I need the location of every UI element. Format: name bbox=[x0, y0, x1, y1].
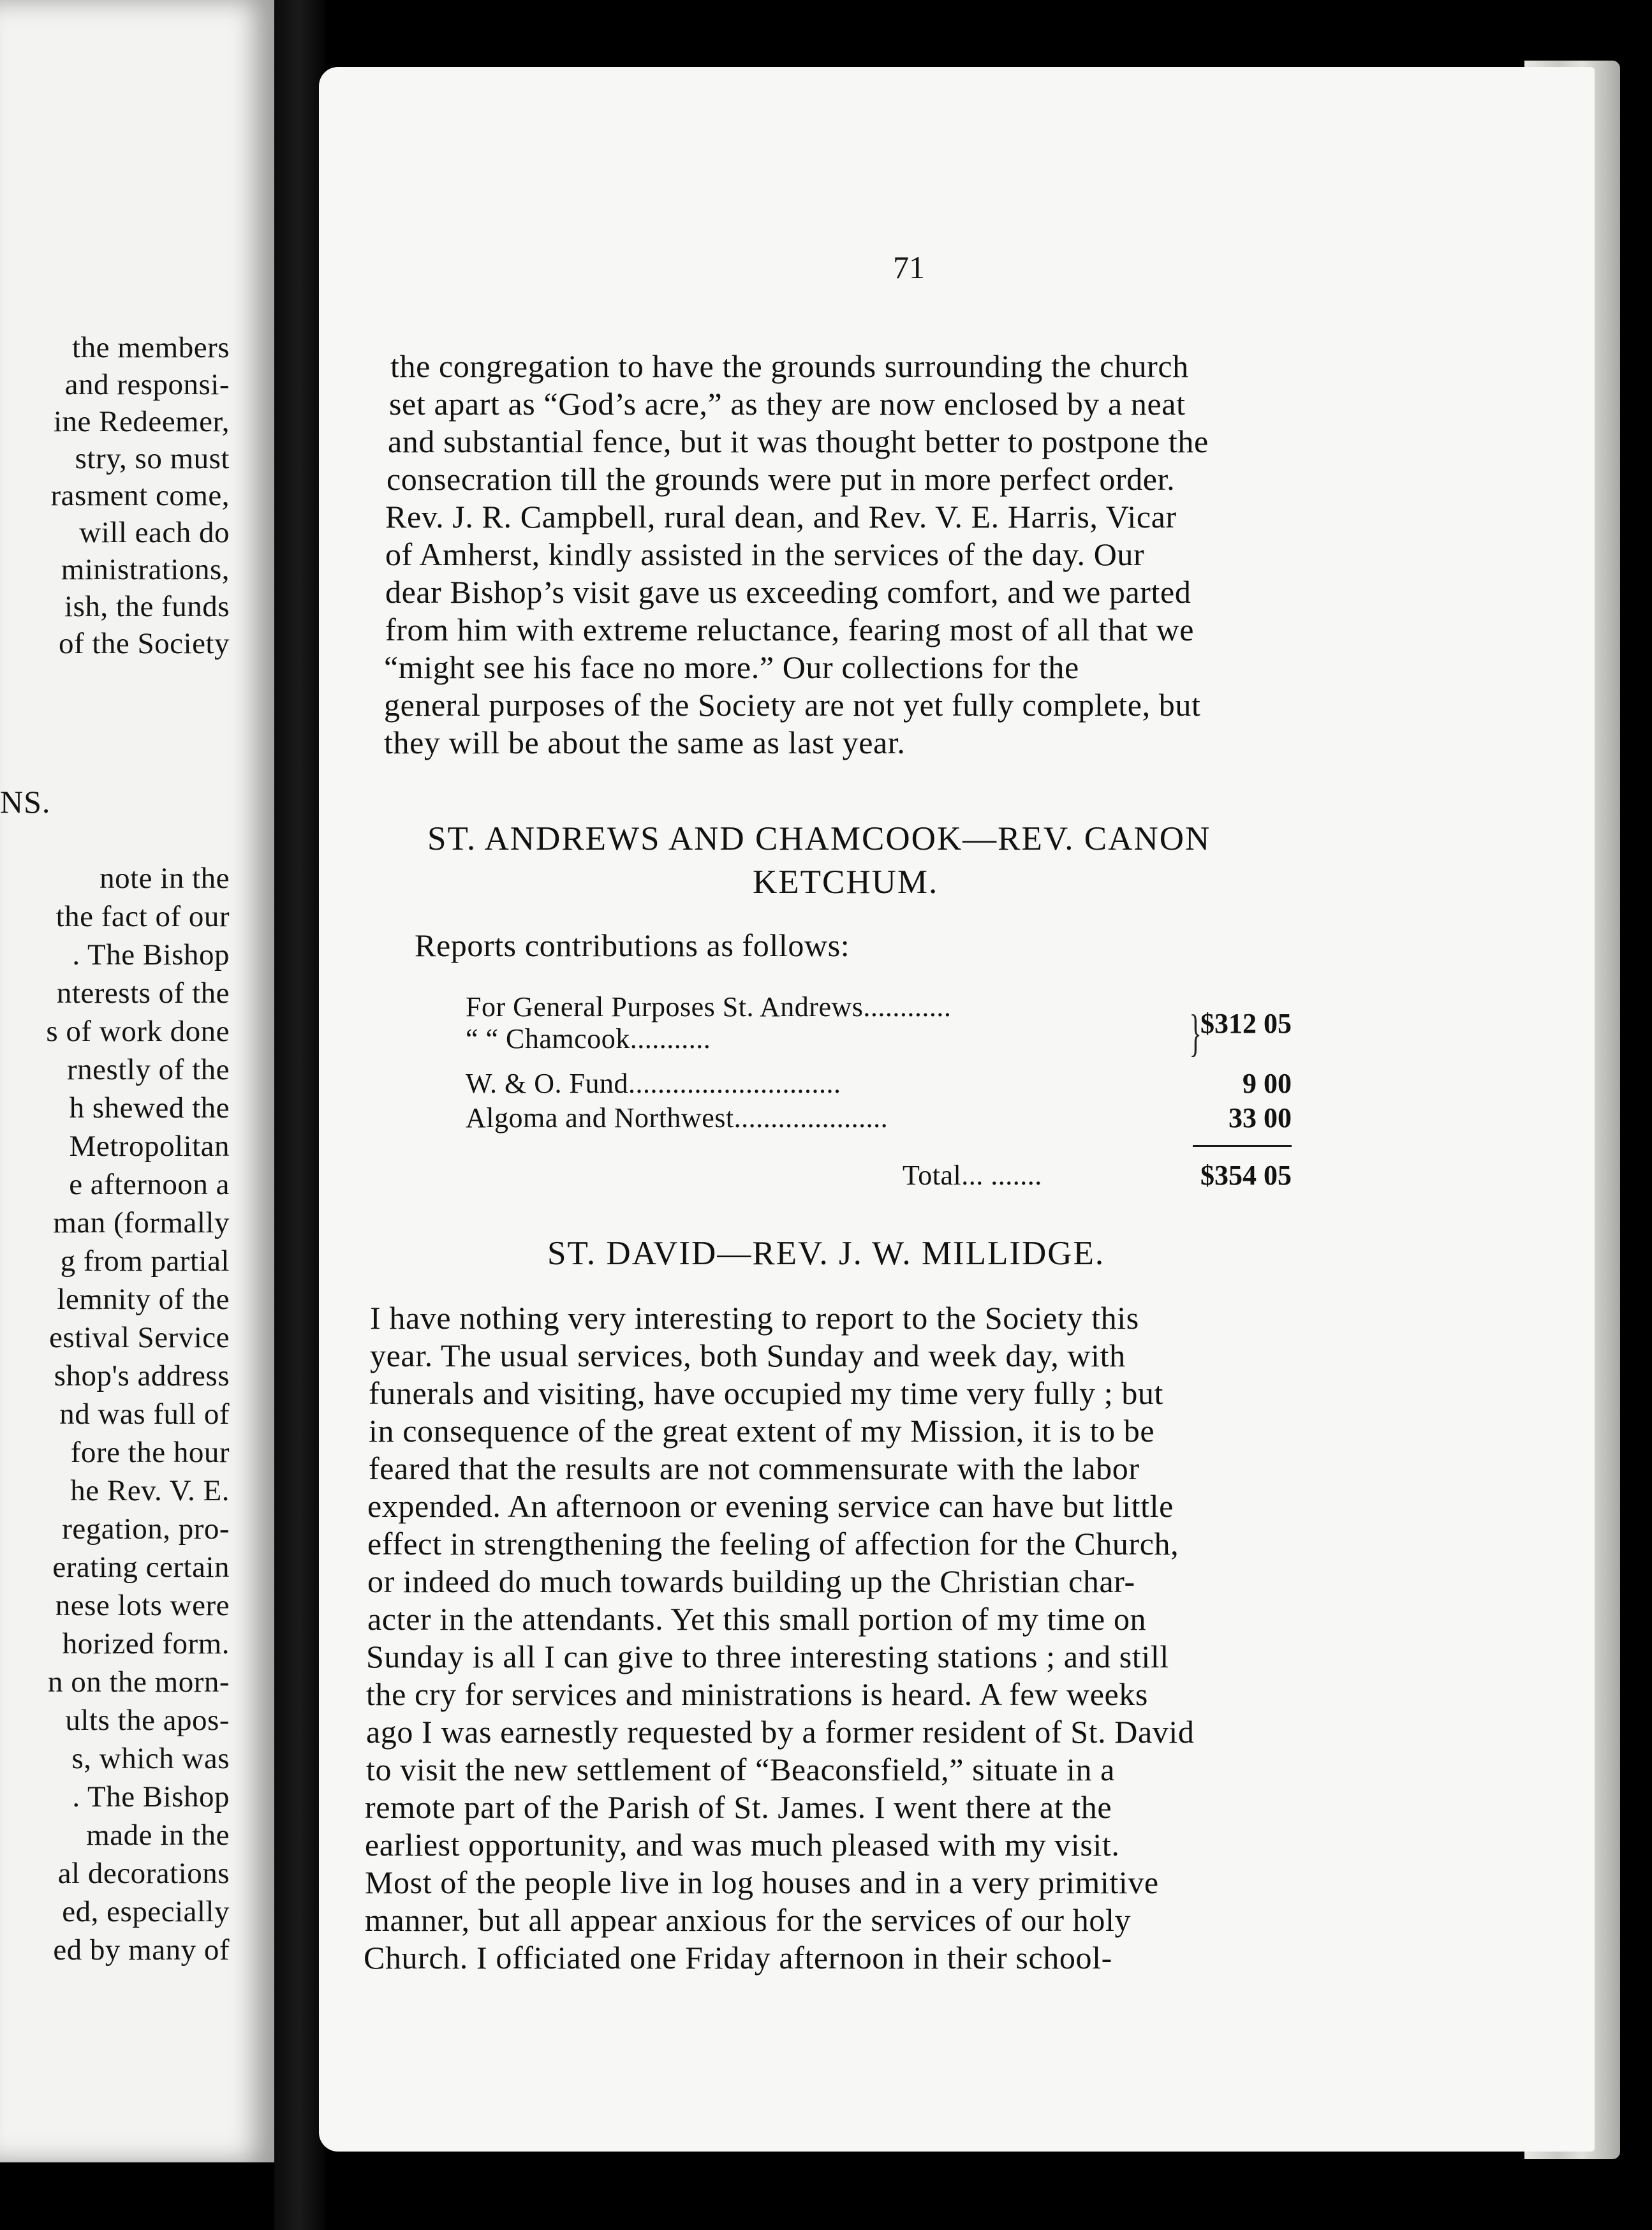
total-amount: $354 05 bbox=[1200, 1160, 1292, 1191]
body-line: the cry for services and ministrations is heard. A few weeks bbox=[366, 1676, 1148, 1712]
body-line: expended. An afternoon or evening service can have but little bbox=[367, 1488, 1174, 1524]
body-line: dear Bishop’s visit gave us exceeding comfort, and we parted bbox=[385, 574, 1191, 610]
body-line: effect in strengthening the feeling of affection for the Church, bbox=[367, 1526, 1179, 1562]
left-page-line: of the Society bbox=[58, 627, 230, 660]
left-page-line: ults the apos- bbox=[65, 1704, 230, 1737]
left-page-line: ish, the funds bbox=[64, 590, 230, 623]
body-line: or indeed do much towards building up the Christian char- bbox=[367, 1563, 1135, 1599]
left-page-line: will each do bbox=[79, 516, 230, 549]
body-line: the congregation to have the grounds surrounding the church bbox=[390, 348, 1189, 384]
left-page-line: . The Bishop bbox=[72, 1780, 230, 1813]
left-page-line: shop's address bbox=[54, 1359, 230, 1392]
left-page-line: e afternoon a bbox=[69, 1168, 230, 1201]
left-facing-page bbox=[0, 0, 274, 2162]
left-page-line: fore the hour bbox=[70, 1436, 230, 1469]
left-page-line: h shewed the bbox=[69, 1091, 230, 1125]
left-page-line: rasment come, bbox=[50, 479, 230, 512]
body-line: remote part of the Parish of St. James. I went there at the bbox=[365, 1789, 1112, 1825]
section-heading-andrews-line1: ST. ANDREWS AND CHAMCOOK—REV. CANON bbox=[427, 820, 1211, 857]
left-page-line: nd was full of bbox=[59, 1398, 230, 1431]
left-page-line: regation, pro- bbox=[62, 1512, 230, 1546]
body-line: general purposes of the Society are not yet fully complete, but bbox=[384, 687, 1201, 723]
left-page-line: ed by many of bbox=[53, 1933, 230, 1967]
contribution-entry-label: For General Purposes St. Andrews............ bbox=[466, 991, 952, 1023]
brace-mark: } bbox=[1189, 1005, 1202, 1061]
left-page-line: lemnity of the bbox=[57, 1283, 230, 1316]
left-page-line: nese lots were bbox=[55, 1589, 230, 1622]
contribution-entry-label: Algoma and Northwest..................... bbox=[466, 1102, 889, 1133]
left-page-line: ine Redeemer, bbox=[53, 405, 230, 438]
body-line: manner, but all appear anxious for the services of our holy bbox=[365, 1902, 1132, 1938]
total-label: Total... ....... bbox=[903, 1160, 1042, 1191]
left-page-line: he Rev. V. E. bbox=[70, 1474, 230, 1507]
contribution-entry-amount: 33 00 bbox=[1228, 1102, 1292, 1133]
body-line: year. The usual services, both Sunday and week day, with bbox=[370, 1338, 1126, 1373]
body-line: earliest opportunity, and was much pleased with my visit. bbox=[365, 1827, 1120, 1863]
left-page-line: stry, so must bbox=[75, 442, 230, 475]
body-line: in consequence of the great extent of my Mission, it is to be bbox=[369, 1413, 1155, 1449]
body-line: acter in the attendants. Yet this small portion of my time on bbox=[367, 1601, 1147, 1637]
body-line: feared that the results are not commensurate with the labor bbox=[369, 1451, 1140, 1486]
left-page-heading: NS. bbox=[0, 784, 51, 820]
contribution-entry-label: “ “ Chamcook........... bbox=[466, 1023, 711, 1054]
body-line: from him with extreme reluctance, fearing most of all that we bbox=[385, 612, 1195, 647]
body-line: consecration till the grounds were put in more perfect order. bbox=[387, 461, 1176, 497]
body-line: of Amherst, kindly assisted in the services of the day. Our bbox=[385, 536, 1145, 572]
body-line: Church. I officiated one Friday afternoon in their school- bbox=[364, 1940, 1112, 1975]
body-line: “might see his face no more.” Our collections for the bbox=[384, 649, 1079, 685]
body-line: I have nothing very interesting to report to the Society this bbox=[370, 1300, 1139, 1336]
left-page-line: s of work done bbox=[46, 1015, 230, 1048]
left-page-line: rnestly of the bbox=[67, 1053, 230, 1086]
total-rule bbox=[1193, 1145, 1292, 1147]
left-page-line: al decorations bbox=[57, 1857, 230, 1890]
left-page-line: n on the morn- bbox=[47, 1665, 230, 1699]
left-page-line: g from partial bbox=[60, 1244, 230, 1278]
section-heading-david: ST. DAVID—REV. J. W. MILLIDGE. bbox=[547, 1235, 1105, 1272]
left-page-line: estival Service bbox=[49, 1321, 230, 1354]
left-page-line: s, which was bbox=[71, 1742, 230, 1775]
body-line: Rev. J. R. Campbell, rural dean, and Rev. V. E. Harris, Vicar bbox=[385, 499, 1177, 535]
left-page-line: nterests of the bbox=[56, 977, 230, 1010]
body-line: and substantial fence, but it was thought better to postpone the bbox=[388, 424, 1209, 459]
reports-intro: Reports contributions as follows: bbox=[415, 927, 850, 963]
body-line: set apart as “God’s acre,” as they are now enclosed by a neat bbox=[389, 386, 1186, 422]
left-page-line: ministrations, bbox=[61, 553, 230, 586]
body-line: Sunday is all I can give to three interesting stations ; and still bbox=[366, 1639, 1169, 1674]
left-page-line: made in the bbox=[86, 1819, 230, 1852]
body-line: to visit the new settlement of “Beaconsfield,” situate in a bbox=[366, 1752, 1115, 1787]
contribution-entry-label: W. & O. Fund............................. bbox=[466, 1068, 841, 1099]
left-page-line: the fact of our bbox=[55, 900, 230, 933]
left-page-line: note in the bbox=[100, 862, 230, 895]
left-page-line: ed, especially bbox=[62, 1895, 230, 1928]
left-page-line: Metropolitan bbox=[69, 1130, 230, 1163]
left-page-line: the members bbox=[72, 331, 230, 364]
left-page-line: erating certain bbox=[52, 1551, 230, 1584]
page-number: 71 bbox=[893, 249, 925, 285]
left-page-line: and responsi- bbox=[64, 368, 230, 401]
body-line: ago I was earnestly requested by a former resident of St. David bbox=[366, 1714, 1195, 1750]
contribution-entry-amount: 9 00 bbox=[1243, 1068, 1292, 1099]
body-line: Most of the people live in log houses and in a very primitive bbox=[365, 1864, 1159, 1900]
left-page-line: man (formally bbox=[53, 1206, 230, 1239]
body-line: they will be about the same as last year. bbox=[384, 725, 906, 760]
book-gutter bbox=[274, 0, 325, 2230]
left-page-line: . The Bishop bbox=[72, 938, 230, 971]
section-heading-andrews-line2: KETCHUM. bbox=[753, 864, 939, 901]
body-line: funerals and visiting, have occupied my time very fully ; but bbox=[369, 1375, 1164, 1411]
main-page bbox=[319, 67, 1595, 2152]
contribution-entry-amount: $312 05 bbox=[1200, 1008, 1292, 1039]
left-page-line: horized form. bbox=[62, 1627, 230, 1660]
